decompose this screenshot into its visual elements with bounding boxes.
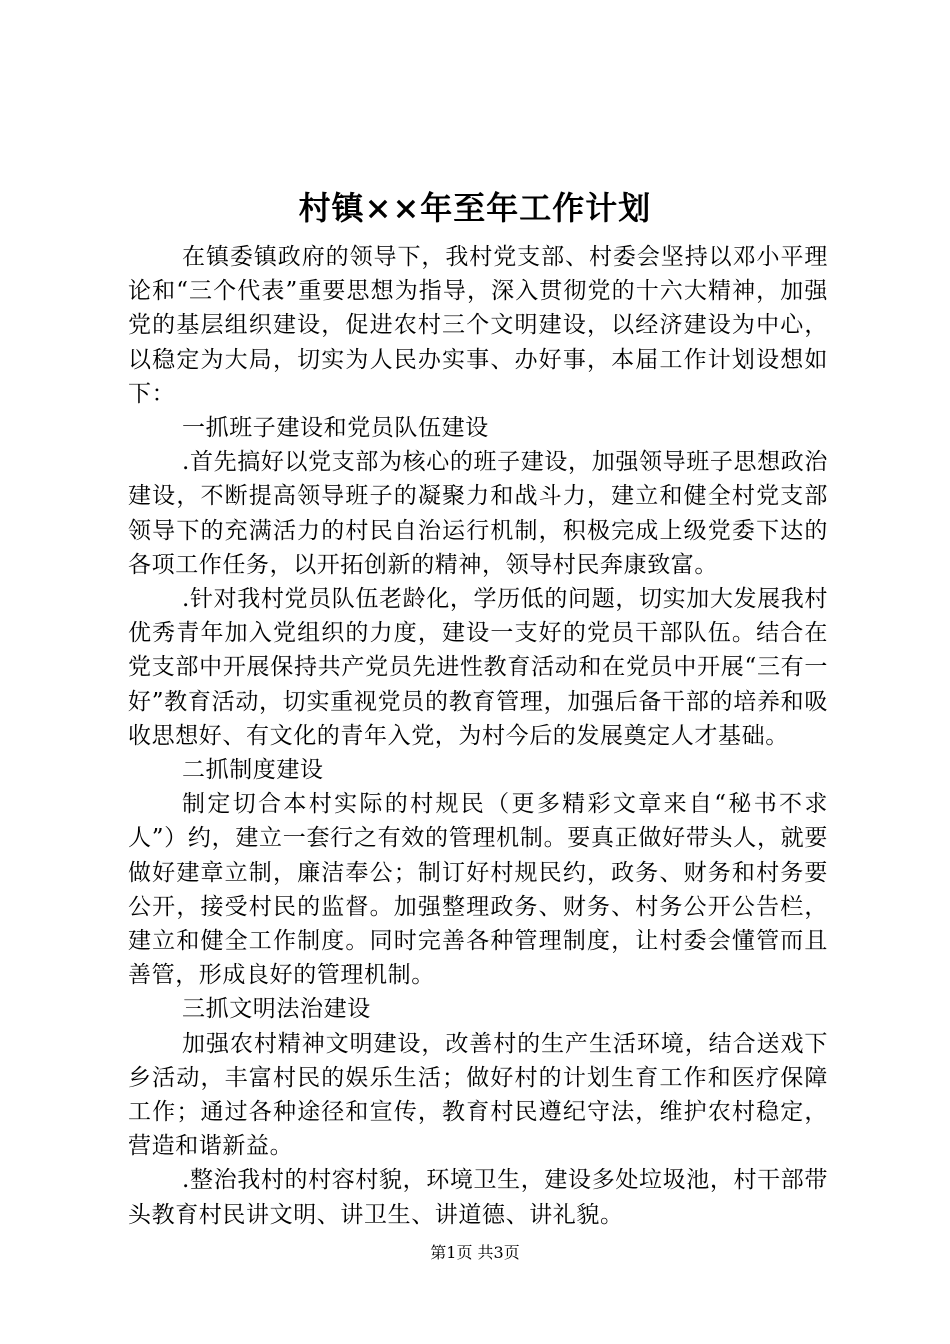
intro-paragraph: 在镇委镇政府的领导下，我村党支部、村委会坚持以邓小平理论和“三个代表”重要思想为指导，深入贯彻党的十六大精神，加强党的基层组织建设，促进农村三个文明建设，以经济建设为中心，以稳定为大局，切实为人民办实事、办好事，本届工作计划设想如下： bbox=[128, 244, 828, 407]
section-heading-3: 三抓文明法治建设 bbox=[182, 996, 371, 1023]
section-3-paragraph-1: 加强农村精神文明建设，改善村的生产生活环境，结合送戏下乡活动，丰富村民的娱乐生活；做好村的计划生育工作和医疗保障工作；通过各种途径和宣传，教育村民遵纪守法，维护农村稳定，营造和谐新益。 bbox=[128, 1030, 828, 1160]
document-title: 村镇××年至年工作计划 bbox=[298, 189, 652, 227]
section-heading-1: 一抓班子建设和党员队伍建设 bbox=[182, 415, 489, 442]
section-2-paragraph-1: 制定切合本村实际的村规民（更多精彩文章来自“秘书不求人”）约，建立一套行之有效的管理机制。要真正做好带头人，就要做好建章立制，廉洁奉公；制订好村规民约，政务、财务和村务要公开，接受村民的监督。加强整理政务、财务、村务公开公告栏，建立和健全工作制度。同时完善各种管理制度，让村委会懂管而且善管，形成良好的管理机制。 bbox=[128, 791, 828, 989]
section-1-paragraph-1: .首先搞好以党支部为核心的班子建设，加强领导班子思想政治建设，不断提高领导班子的凝聚力和战斗力，建立和健全村党支部领导下的充满活力的村民自治运行机制，积极完成上级党委下达的各项工作任务，以开拓创新的精神，领导村民奔康致富。 bbox=[128, 449, 828, 578]
section-3-paragraph-2: .整治我村的村容村貌，环境卫生，建设多处垃圾池，村干部带头教育村民讲文明、讲卫生、讲道德、讲礼貌。 bbox=[128, 1167, 828, 1228]
section-1-paragraph-2: .针对我村党员队伍老龄化，学历低的问题，切实加大发展我村优秀青年加入党组织的力度，建设一支好的党员干部队伍。结合在党支部中开展保持共产党员先进性教育活动和在党员中开展“三有一好”教育活动，切实重视党员的教育管理，加强后备干部的培养和吸收思想好、有文化的青年入党，为村今后的发展奠定人才基础。 bbox=[128, 586, 828, 749]
page-footer: 第1页 共3页 bbox=[430, 1243, 520, 1262]
section-heading-2: 二抓制度建设 bbox=[182, 757, 324, 784]
document-body bbox=[128, 240, 828, 1232]
